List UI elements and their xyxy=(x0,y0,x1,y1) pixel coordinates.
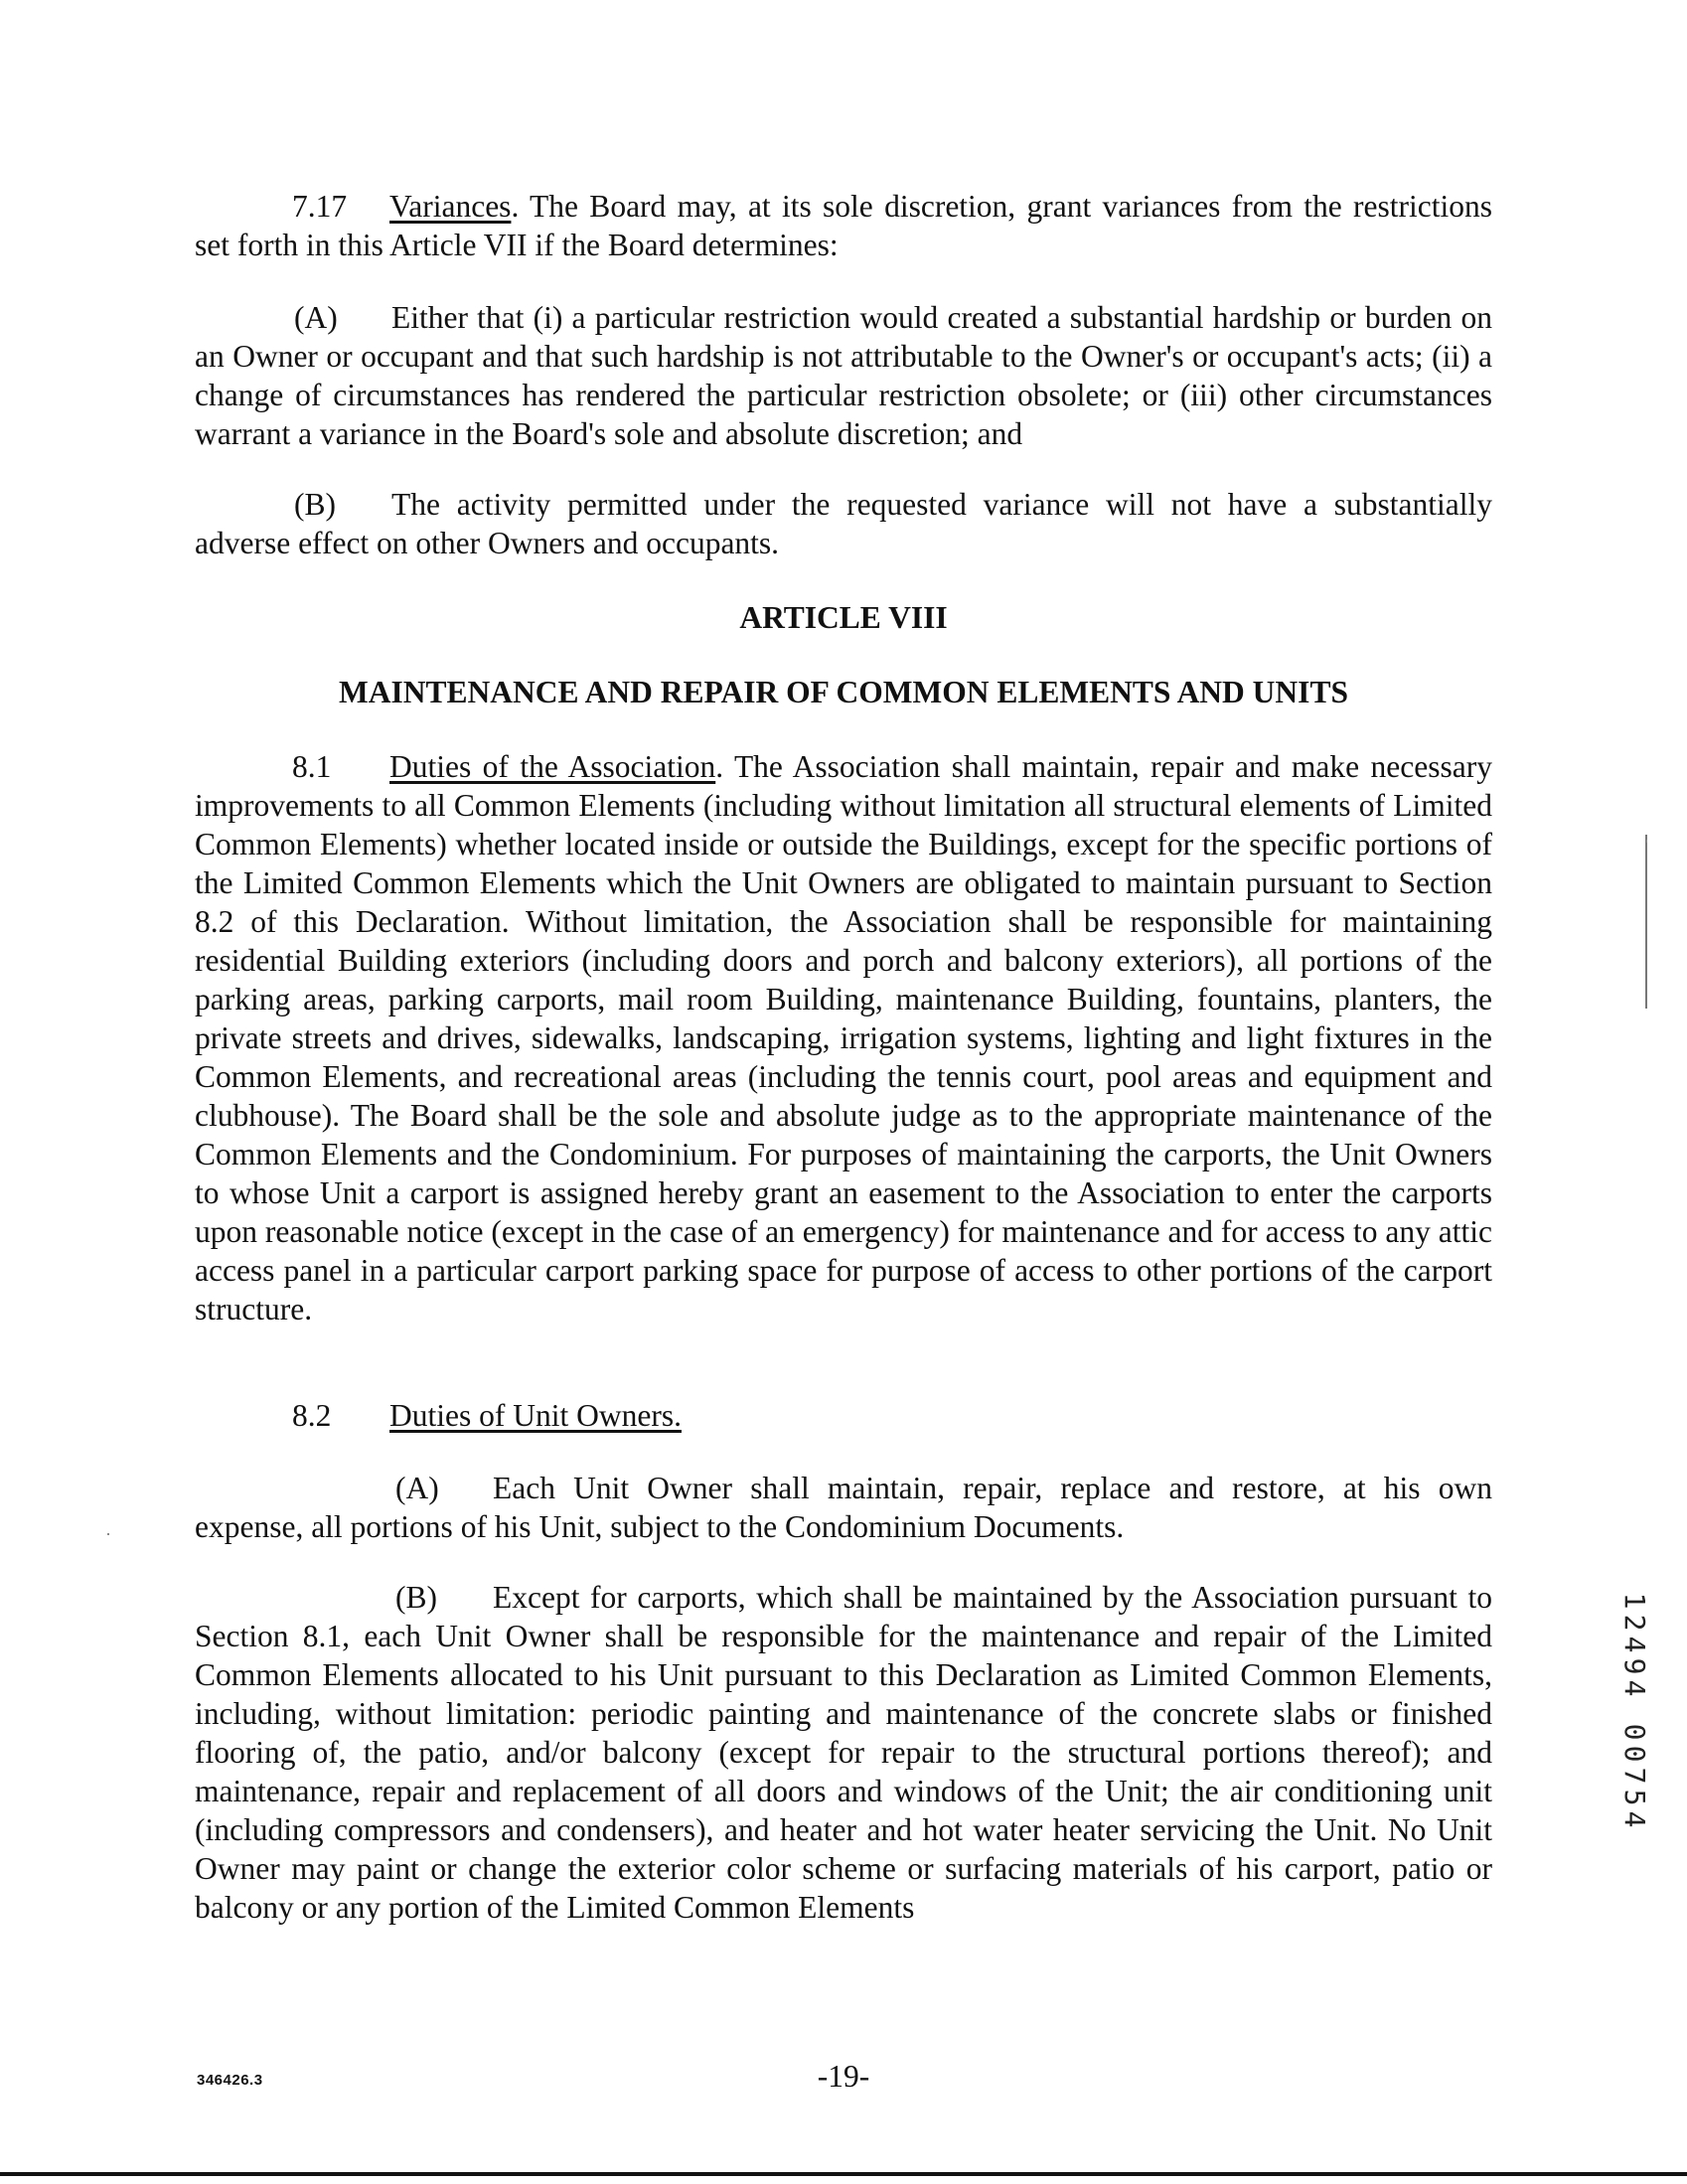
page-number: -19- xyxy=(817,2059,870,2094)
clause-label: (B) xyxy=(294,487,336,522)
clause-text: Except for carports, which shall be maintained by the Association pursuant to Section 8.1, each Unit Owner shall be responsible for the maintenance and repair of the Limited Common Elements allocated to his Unit pursuant to this Declaration as Limited Common Elements, including, without limitation: periodic painting and maintenance of the concrete slabs or finished flooring of, the patio, and/or balcony (except for repair to the structural portions thereof); and maintenance, repair and replacement of all doors and windows of the Unit; the air conditioning unit (including compressors and condensers), and heater and hot water heater servicing the Unit. No Unit Owner may paint or change the exterior color scheme or surfacing materials of his carport, patio or balcony or any portion of the Limited Common Elements xyxy=(195,1580,1492,1925)
stamp-digit: 9 xyxy=(1618,1657,1651,1675)
stamp-digit: 2 xyxy=(1618,1614,1651,1632)
stamp-digit: 7 xyxy=(1618,1767,1651,1785)
section-text: . The Board may, at its sole discretion, grant variances from the restrictions set forth in this Article VII if the Board determines: xyxy=(195,189,1492,262)
stamp-digit: 4 xyxy=(1618,1810,1651,1828)
section-title: Duties of the Association xyxy=(389,749,716,784)
article-heading: ARTICLE VIII xyxy=(739,600,948,635)
stamp-digit: 4 xyxy=(1618,1636,1651,1653)
stamp-digit: 4 xyxy=(1618,1679,1651,1697)
section-8-2-a xyxy=(195,1469,1492,1546)
section-8-2 xyxy=(195,1396,1492,1435)
stamp-digit: 1 xyxy=(1618,1592,1651,1610)
stamp-digit: 5 xyxy=(1618,1789,1651,1806)
section-title: Duties of Unit Owners. xyxy=(389,1398,682,1433)
clause-label: (A) xyxy=(294,300,338,335)
section-number: 8.1 xyxy=(292,749,332,784)
clause-label: (B) xyxy=(395,1580,437,1615)
stamp-digit: 0 xyxy=(1618,1723,1651,1741)
article-subheading: MAINTENANCE AND REPAIR OF COMMON ELEMENTS AND UNITS xyxy=(339,675,1348,709)
section-title: Variances xyxy=(389,189,512,224)
section-8-1 xyxy=(195,747,1492,1328)
section-number: 8.2 xyxy=(292,1398,332,1433)
margin-scan-line xyxy=(1645,835,1647,1009)
section-8-2-b xyxy=(195,1578,1492,1927)
stamp-digit: 0 xyxy=(1618,1745,1651,1763)
page-bottom-border xyxy=(0,2172,1687,2176)
clause-text: Either that (i) a particular restriction would created a substantial hardship or burden on an Owner or occupant and that such hardship is not attributable to the Owner's or occupant's acts; (ii) a change of circumstances has rendered the particular restriction obsolete; or (iii) other circumstances warrant a variance in the Board's sole and absolute discretion; and xyxy=(195,300,1492,451)
section-number: 7.17 xyxy=(292,189,348,224)
recording-stamp xyxy=(1614,1590,1654,1888)
clause-text: Each Unit Owner shall maintain, repair, replace and restore, at his own expense, all portions of his Unit, subject to the Condominium Documents. xyxy=(195,1471,1492,1544)
clause-text: The activity permitted under the requested variance will not have a substantially adverse effect on other Owners and occupants. xyxy=(195,487,1492,560)
section-7-17 xyxy=(195,187,1492,264)
clause-label: (A) xyxy=(395,1471,439,1505)
section-7-17-a xyxy=(195,298,1492,453)
document-id: 346426.3 xyxy=(197,2072,263,2089)
scan-speck xyxy=(107,1533,109,1535)
section-7-17-b xyxy=(195,485,1492,562)
scan-speck xyxy=(1646,840,1647,843)
section-text: . The Association shall maintain, repair and make necessary improvements to all Common Elements (including without limitation all structural elements of Limited Common Elements) whether located inside or outside the Buildings, except for the specific portions of the Limited Common Elements which the Unit Owners are obligated to maintain pursuant to Section 8.2 of this Declaration. Without limitation, the Association shall be responsible for maintaining residential Building exteriors (including doors and porch and balcony exteriors), all portions of the parking areas, parking carports, mail room Building, maintenance Building, fountains, planters, the private streets and drives, sidewalks, landscaping, irrigation systems, lighting and light fixtures in the Common Elements, and recreational areas (including the tennis court, pool areas and equipment and clubhouse). The Board shall be the sole and absolute judge as to the appropriate maintenance of the Common Elements and the Condominium. For purposes of maintaining the carports, the Unit Owners to whose Unit a carport is assigned hereby grant an easement to the Association to enter the carports upon reasonable notice (except in the case of an emergency) for maintenance and for access to any attic access panel in a particular carport parking space for purpose of access to other portions of the carport structure. xyxy=(195,749,1492,1326)
